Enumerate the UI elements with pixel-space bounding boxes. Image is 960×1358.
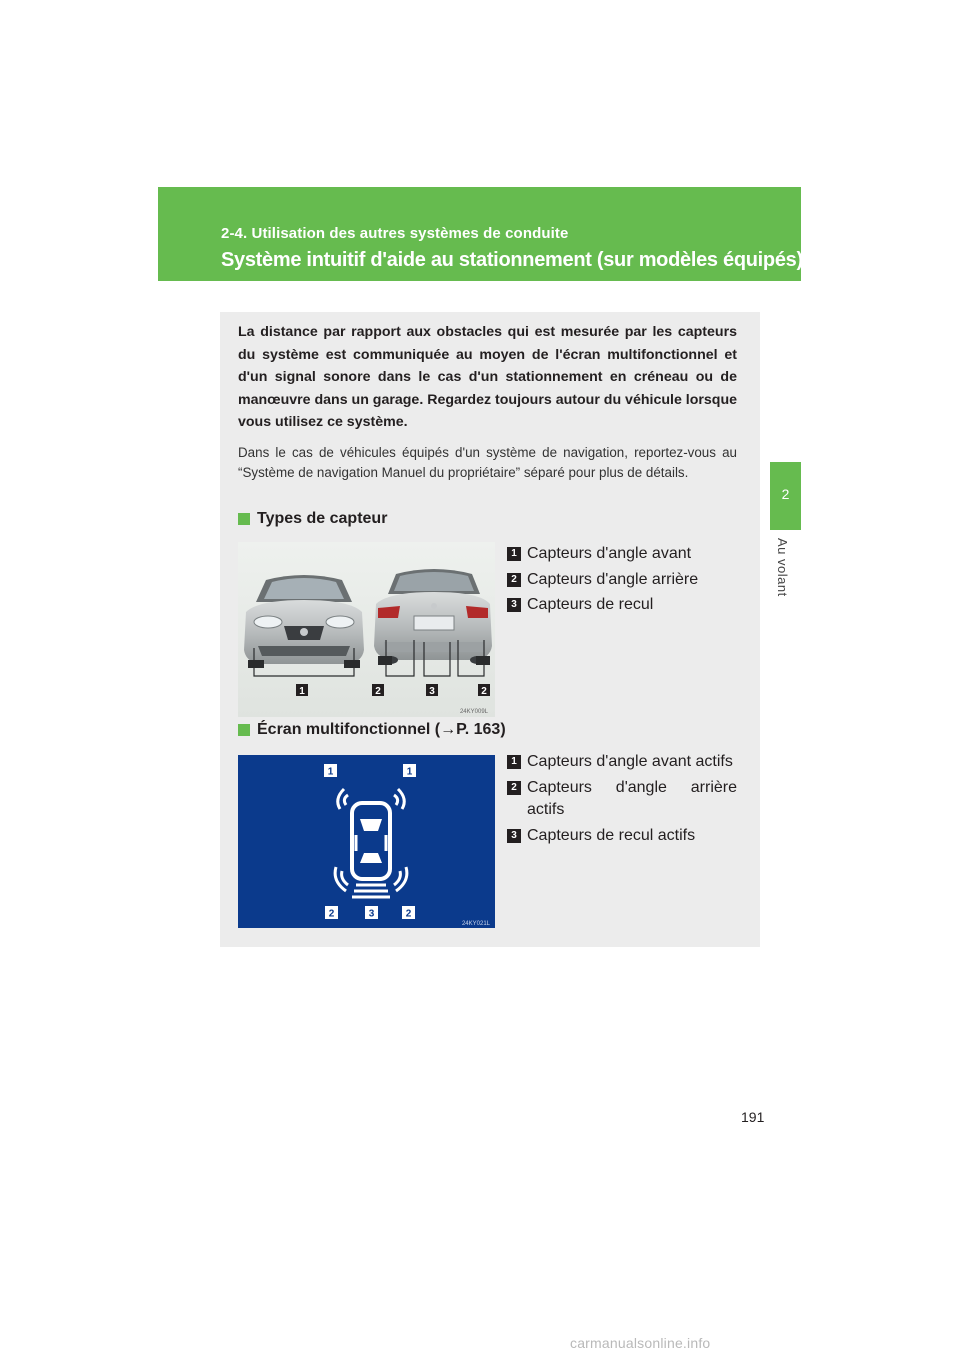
list-item-label: Capteurs d'angle arrière actifs [527, 778, 737, 818]
number-badge: 1 [507, 755, 521, 769]
list-item [507, 825, 737, 848]
callout-1-text: 1 [299, 686, 305, 697]
chapter-tab[interactable] [770, 462, 801, 530]
number-badge: 1 [507, 547, 521, 561]
list-item [507, 594, 737, 617]
page-number: 191 [741, 1109, 765, 1125]
list-item-label: Capteurs d'angle avant actifs [527, 753, 733, 770]
callout-3-text: 3 [429, 686, 435, 697]
number-badge: 2 [507, 573, 521, 587]
list-item-label: Capteurs d'angle avant [527, 545, 692, 562]
green-square-bullet-icon [238, 724, 250, 736]
sensor-types-list [507, 543, 737, 620]
display-heading-text: Écran multifonctionnel (→P. 163) [257, 721, 506, 738]
number-badge: 3 [507, 829, 521, 843]
number-badge: 3 [507, 598, 521, 612]
callout-1a-text: 1 [327, 766, 334, 778]
green-square-bullet-icon [238, 513, 250, 525]
callout-3-text: 3 [368, 908, 375, 920]
sensor-location-photo [238, 542, 495, 717]
display-heading [238, 721, 506, 739]
front-car-view [244, 575, 364, 668]
list-item [507, 543, 737, 566]
callout-2b-text: 2 [405, 908, 412, 920]
sensor-types-heading-text: Types de capteur [257, 510, 388, 527]
chapter-tab-number: 2 [781, 486, 790, 502]
watermark-link[interactable]: carmanualsonline.info [570, 1335, 711, 1351]
number-badge: 2 [507, 781, 521, 795]
callout-2a-text: 2 [375, 686, 381, 697]
list-item [507, 777, 737, 822]
chapter-header [158, 187, 801, 281]
image-code: 24KY009L [459, 709, 488, 715]
image-code: 24KY021L [461, 921, 490, 927]
section-title: 2-4. Utilisation des autres systèmes de conduite [221, 225, 569, 242]
list-item-label: Capteurs d'angle arrière [527, 570, 699, 588]
navigation-note: Dans le cas de véhicules équipés d'un système de navigation, reportez-vous au “Système de navigation Manuel du propriétaire” séparé pour plus de détails. [238, 445, 737, 480]
list-item-label: Capteurs de recul [527, 596, 654, 613]
list-item [507, 751, 737, 774]
intro-paragraph: La distance par rapport aux obstacles qui est mesurée par les capteurs du système est communiquée au moyen de l'écran multifonctionnel et d'un signal sonore dans le cas d'un stationnement en créneau ou de manœuvre dans un garage. Regardez toujours autour du véhicule lorsque vous utilisez ce système. [238, 324, 738, 431]
callout-2b-text: 2 [481, 686, 487, 697]
callout-2a-text: 2 [328, 908, 335, 920]
list-item [507, 569, 737, 592]
list-item-label: Capteurs de recul actifs [527, 826, 696, 844]
multi-display-screen [238, 755, 495, 928]
display-list [507, 751, 737, 850]
sensor-types-heading [238, 510, 387, 528]
page-title: Système intuitif d'aide au stationnement (sur modèles équipés) [221, 249, 803, 271]
chapter-tab-label: Au volant [775, 538, 790, 597]
callout-1b-text: 1 [406, 766, 413, 778]
